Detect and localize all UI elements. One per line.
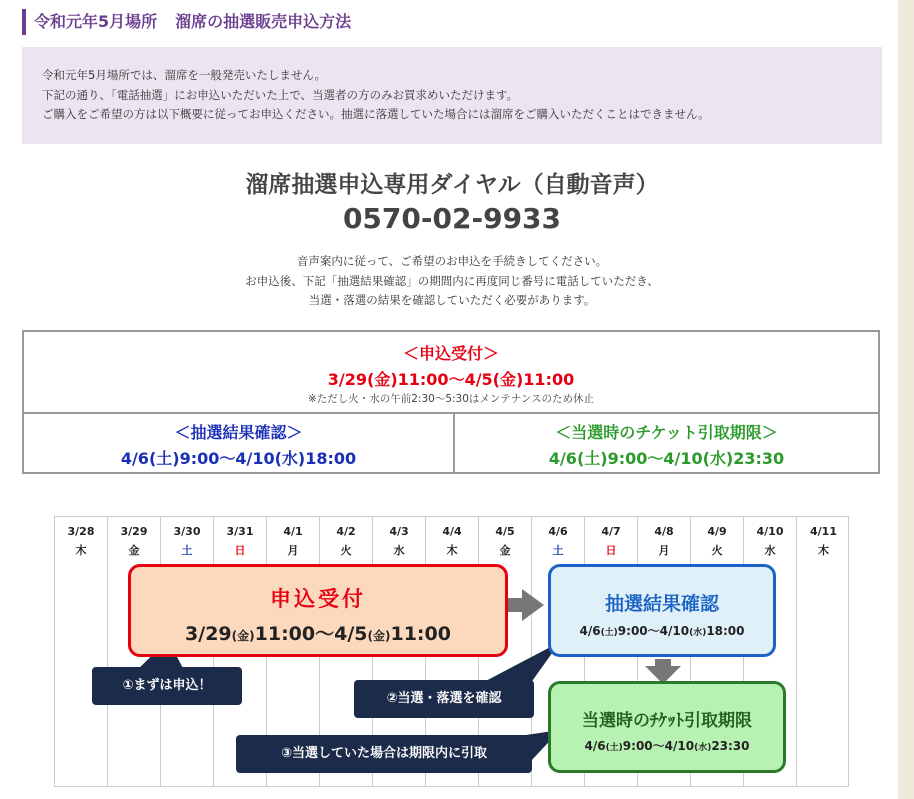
ticket-box [548,681,786,773]
calendar-date: 4/2 [336,525,356,538]
application-cell [24,332,878,414]
calendar-date: 4/1 [283,525,303,538]
calendar-date: 4/10 [756,525,784,538]
result-box-period: 4/6(土)9:00〜4/10(水)18:00 [579,624,745,638]
calendar-day-column [55,517,108,786]
result-cell [24,414,455,472]
calendar-weekday: 日 [234,544,246,557]
calendar-weekday: 水 [393,544,405,557]
schedule-table [22,330,880,474]
section-heading [22,9,351,35]
dial-instruction: 当選・落選の結果を確認していただく必要があります。 [308,293,596,307]
calendar-date: 3/28 [67,525,95,538]
calendar-date: 3/30 [173,525,201,538]
application-period: 3/29(金)11:00〜4/5(金)11:00 [327,370,575,389]
result-label: ＜抽選結果確認＞ [174,423,303,442]
calendar-date: 3/29 [120,525,148,538]
calendar-date: 4/5 [495,525,515,538]
ticket-label: ＜当選時のチケット引取期限＞ [555,423,778,442]
calendar-weekday: 金 [499,544,511,557]
calendar-weekday: 日 [605,544,617,557]
result-period: 4/6(土)9:00〜4/10(水)18:00 [120,449,357,468]
calendar-weekday: 火 [711,544,723,557]
calendar-weekday: 木 [75,544,87,557]
application-box [128,564,508,657]
callout-step3: ③当選していた場合は期限内に引取 [236,735,532,773]
calendar-date: 4/9 [707,525,727,538]
maintenance-note: ※ただし火・水の午前2:30〜5:30はメンテナンスのため休止 [307,393,595,405]
notice-line: ご購入をご希望の方は以下概要に従ってお申込ください。抽選に落選していた場合には溜席をご購入いただくことはできません。 [42,107,710,121]
application-box-period: 3/29(金)11:00〜4/5(金)11:00 [185,623,451,645]
callout-step1: ①まずは申込！ [92,667,242,705]
calendar-date: 4/8 [654,525,674,538]
callout-step2: ②当選・落選を確認 [354,680,534,718]
dial-title: 溜席抽選申込専用ダイヤル（自動音声） [245,172,659,198]
calendar-weekday: 木 [818,544,829,557]
notice-box [22,47,882,144]
calendar-date: 4/4 [442,525,462,538]
notice-line: 下記の通り、「電話抽選」にお申込いただいた上で、当選者の方のみお買求めいただけます。 [42,88,519,102]
dial-instruction: 音声案内に従って、ご希望のお申込を手続きしてください。 [296,254,608,268]
calendar-weekday: 土 [181,544,193,557]
result-box-title: 抽選結果確認 [604,593,719,615]
application-label: ＜申込受付＞ [402,344,499,363]
calendar-date: 4/3 [389,525,409,538]
calendar-weekday: 金 [128,544,140,557]
application-box-title: 申込受付 [270,587,366,611]
calendar-weekday: 火 [340,544,352,557]
calendar-date: 3/31 [226,525,254,538]
dial-instruction: お申込後、下記「抽選結果確認」の期間内に再度同じ番号に電話していただき、 [245,274,659,288]
calendar-weekday: 月 [287,544,299,557]
calendar-date: 4/11 [810,525,837,538]
calendar-date: 4/6 [548,525,568,538]
calendar-weekday: 土 [552,544,564,557]
ticket-box-title: 当選時のﾁｹｯﾄ引取期限 [582,711,752,731]
background-strip [898,0,914,799]
dial-number[interactable]: 0570-02-9933 [342,202,562,235]
calendar-weekday: 月 [658,544,670,557]
result-box [548,564,776,657]
calendar-day-column [797,517,850,786]
calendar-weekday: 木 [446,544,458,557]
ticket-box-period: 4/6(土)9:00〜4/10(水)23:30 [584,739,750,753]
ticket-period: 4/6(土)9:00〜4/10(水)23:30 [548,449,785,468]
heading-part1: 令和元年5月場所 [34,12,158,31]
ticket-cell [455,414,878,472]
calendar-date: 4/7 [601,525,621,538]
calendar-weekday: 水 [764,544,776,557]
notice-line: 令和元年5月場所では、溜席を一般発売いたしません。 [42,68,327,82]
heading-part2: 溜席の抽選販売申込方法 [175,12,352,31]
